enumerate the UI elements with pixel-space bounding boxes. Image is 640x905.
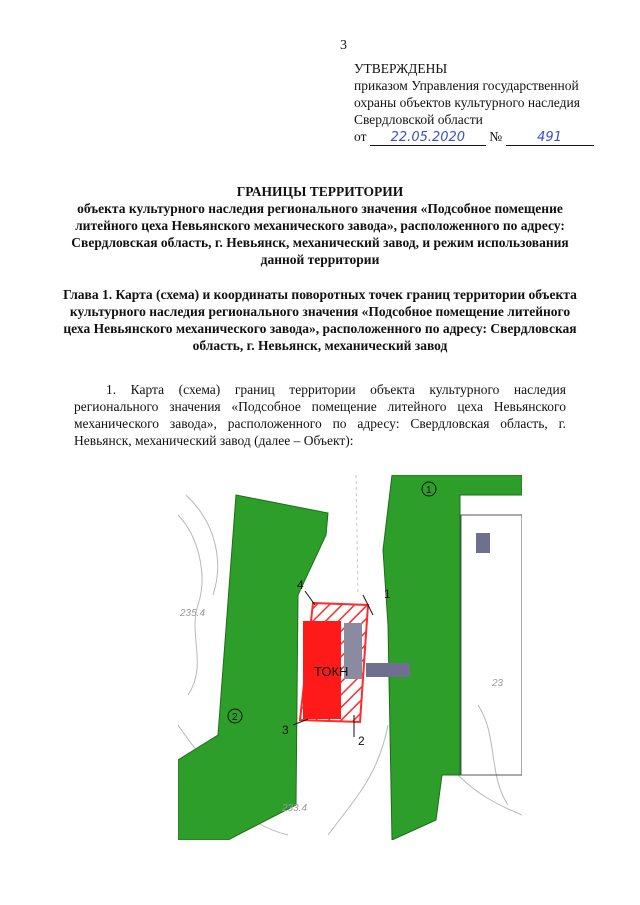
approval-line-2: охраны объектов культурного наследия	[354, 95, 580, 110]
approval-line-3: Свердловской области	[354, 112, 483, 127]
approval-block	[354, 60, 624, 146]
page-number: 3	[340, 38, 347, 53]
zone-2-label: 2	[232, 712, 238, 723]
point-3-label: 3	[282, 723, 289, 737]
approval-number-field	[506, 130, 594, 146]
document-title: ГРАНИЦЫ ТЕРРИТОРИИ	[236, 184, 404, 199]
paragraph-1: 1. Карта (схема) границ территории объекта культурного наследия регионального значения «Подсобное помещение литейного цеха Невьянского механического завода», расположенного по адресу: Свердловская область, г. Невьянск, механический завод (далее – Объект):	[74, 382, 566, 448]
point-4-label: 4	[297, 578, 304, 592]
passage-building	[366, 663, 410, 677]
elevation-3: 23	[492, 678, 504, 689]
point-1-label: 1	[384, 587, 391, 601]
approval-date: 22.05.2020	[390, 130, 466, 145]
point-2-label: 2	[358, 734, 365, 748]
object-label: ТОКН	[314, 664, 349, 679]
zone-1-label: 1	[426, 485, 432, 496]
from-label: от	[354, 129, 367, 144]
elevation-1: 235.4	[180, 608, 206, 619]
approval-date-row	[354, 128, 624, 146]
map-svg	[178, 475, 522, 840]
approval-date-field	[370, 130, 486, 146]
document-subtitle: объекта культурного наследия регионального значения «Подсобное помещение литейного цеха Невьянского механического завода», расположенного по адресу: Свердловская область, г. Невьянск, механический завод, и режим использования данной территории	[71, 201, 569, 267]
boundary-map	[178, 475, 522, 840]
number-label: №	[489, 129, 503, 144]
approval-number: 491	[537, 130, 562, 145]
elevation-2: 233.4	[282, 803, 308, 814]
approval-title: УТВЕРЖДЕНЫ	[354, 61, 448, 76]
chapter-heading: Глава 1. Карта (схема) и координаты поворотных точек границ территории объекта культурного наследия регионального значения «Подсобное помещение литейного цеха Невьянского механического завода», расположенного по адресу: Свердловская область, г. Невьянск, механический завод	[63, 287, 577, 353]
approval-line-1: приказом Управления государственной	[354, 78, 579, 93]
neighbor-building	[476, 533, 490, 553]
